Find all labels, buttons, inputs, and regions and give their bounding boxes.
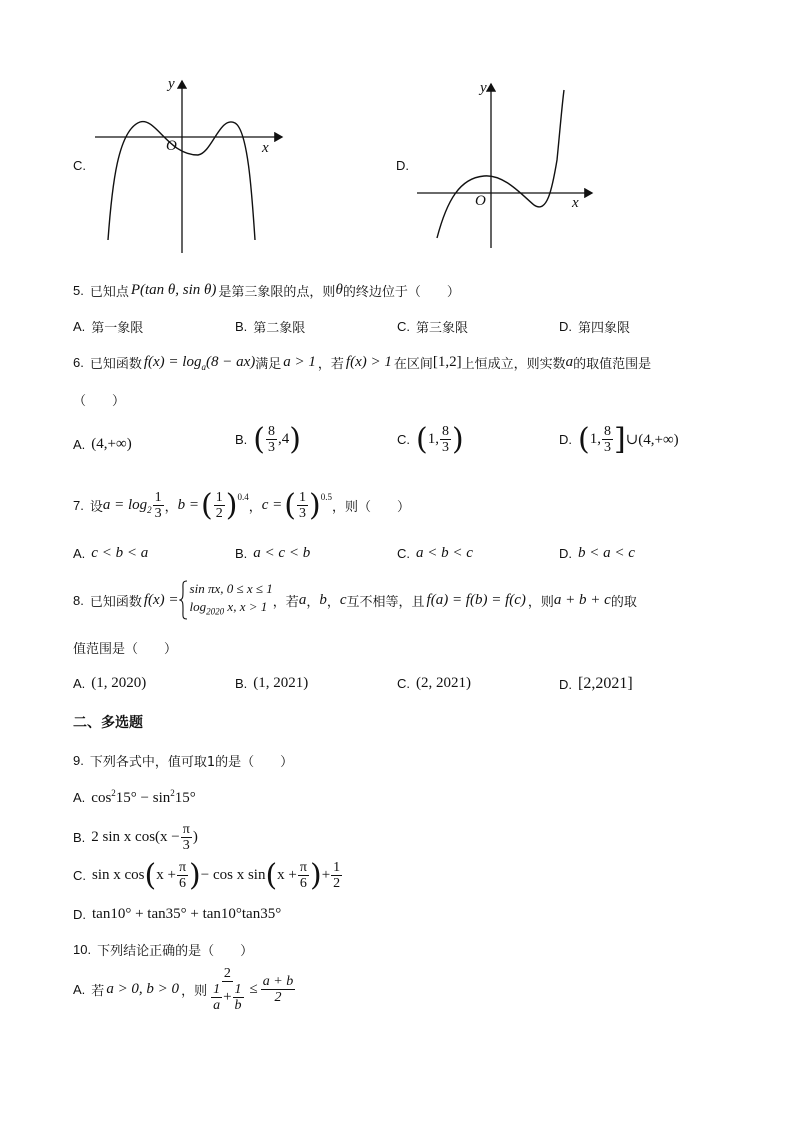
q7-option-d[interactable]: [559, 545, 635, 562]
q10-number: 10.: [73, 942, 92, 957]
paren-close: ]: [613, 421, 626, 457]
paren-close: ): [451, 421, 464, 457]
graph-c-x: x: [262, 140, 269, 156]
q8-b: b: [319, 591, 327, 608]
graph-d-x: x: [572, 195, 579, 211]
denominator: 2: [274, 990, 282, 1005]
q10-text: 下列结论正确的是（ ）: [97, 944, 254, 959]
option-text: [91, 788, 195, 807]
option-text: 第二象限: [253, 321, 306, 336]
denominator: b: [234, 998, 242, 1013]
q5-point: P(tan θ, sin θ): [130, 282, 217, 298]
graph-d-label: D.: [396, 158, 409, 173]
q7-text-1: 设: [89, 500, 103, 515]
fraction: [211, 982, 222, 1013]
q8-text-4: ，则: [527, 594, 554, 610]
paren-open: (: [265, 857, 278, 893]
q9-option-c[interactable]: [73, 857, 343, 893]
q5-text-2: 是第三象限的点，则: [218, 285, 336, 300]
paren-open: (: [253, 421, 266, 457]
option-text: (1, 2021): [253, 675, 309, 691]
q6-text-4: 在区间: [393, 357, 433, 372]
paren-open: (: [284, 487, 296, 523]
q6-option-d[interactable]: [559, 421, 679, 457]
option-label: C.: [397, 546, 410, 561]
q6-cond-1: a > 1: [283, 354, 316, 370]
option-label: A.: [73, 437, 86, 452]
le-sign: ≤: [249, 981, 258, 997]
fraction: [298, 860, 309, 891]
numerator: π: [299, 860, 307, 875]
q6-function-log: f(x) = log: [143, 353, 202, 370]
option-label: A.: [73, 546, 86, 561]
q6-option-b[interactable]: [235, 421, 301, 457]
q7-number: 7.: [73, 498, 84, 513]
q7-option-c[interactable]: [397, 545, 473, 562]
q9c-p1: sin x cos: [92, 867, 145, 883]
q7-sep-1: ，: [164, 500, 178, 515]
q7-a: [103, 497, 152, 515]
q7-b-exp: 0.4: [237, 492, 249, 502]
q6-option-a[interactable]: [73, 436, 132, 453]
plus: +: [223, 989, 232, 1005]
numerator: 1: [215, 490, 223, 505]
q8-text-5: 的取: [610, 594, 637, 610]
q10-option-a[interactable]: [73, 966, 296, 1013]
brace-icon: [179, 580, 188, 620]
option-rest: ∪(4,+∞): [625, 432, 679, 448]
option-label: D.: [73, 907, 86, 922]
q8-text-2: ，若: [272, 594, 299, 610]
q8-option-c[interactable]: [397, 675, 471, 692]
q8-case-1: sin πx, 0 ≤ x ≤ 1: [189, 581, 273, 596]
option-label: A.: [73, 982, 86, 997]
q10a-text-1: 若: [91, 984, 105, 999]
q5-theta: θ: [335, 282, 343, 298]
q7-option-b[interactable]: [235, 545, 310, 562]
q9c-p3: − cos x sin: [200, 867, 266, 883]
denominator: 3: [441, 440, 449, 455]
option-pre: 1,: [589, 431, 601, 447]
numerator: 1: [333, 860, 341, 875]
q9-option-a[interactable]: [73, 788, 196, 807]
option-text: (2, 2021): [416, 675, 471, 691]
denominator: 2: [333, 876, 341, 891]
q9c-p2: x +: [156, 867, 176, 883]
denominator: 3: [154, 506, 162, 521]
q7-c-eq: c =: [261, 497, 283, 513]
q8-case-2-log: log: [189, 599, 207, 614]
option-rest: ,4: [278, 431, 290, 447]
q6-text-1: 已知函数: [89, 357, 142, 372]
fraction: [266, 424, 277, 455]
option-label: A.: [73, 319, 86, 334]
q8-fx: f(x) =: [143, 591, 179, 608]
option-label: D.: [559, 319, 572, 334]
fraction: [177, 860, 188, 891]
q8-comma-1: ，: [306, 594, 320, 610]
option-text: tan10° + tan35° + tan10°tan35°: [92, 906, 282, 922]
q8-c: c: [339, 591, 347, 608]
numerator: 1: [234, 982, 242, 997]
paren-open: (: [416, 421, 428, 457]
fraction: [602, 424, 613, 455]
q5-option-d[interactable]: [559, 317, 630, 336]
option-text: (4,+∞): [91, 436, 132, 452]
option-text: 第一象限: [91, 321, 144, 336]
denominator: a: [213, 998, 221, 1013]
q8-option-b[interactable]: [235, 675, 308, 692]
graph-c-label: C.: [73, 158, 86, 173]
option-label: C.: [73, 868, 86, 883]
denominator: 2: [215, 506, 223, 521]
denominator: 3: [182, 838, 190, 853]
numerator: a + b: [262, 974, 294, 989]
option-label: B.: [73, 830, 86, 845]
q8-equation: f(a) = f(b) = f(c): [426, 591, 526, 608]
q6-number: 6.: [73, 355, 84, 370]
q7-option-a[interactable]: [73, 545, 148, 562]
section-title: 二、多选题: [73, 715, 143, 731]
paren-close: ): [309, 487, 321, 523]
q8-text-3: 互不相等，且: [346, 594, 425, 610]
paren-close: ): [189, 857, 201, 893]
option-text: 第三象限: [416, 321, 469, 336]
option-label: C.: [397, 432, 410, 447]
q7-a-base: 2: [147, 504, 152, 515]
paren-close: ): [289, 421, 301, 457]
q5-number: 5.: [73, 283, 84, 298]
option-label: D.: [559, 432, 572, 447]
q6-paren-line: [73, 390, 125, 409]
q6-stem: [73, 353, 651, 372]
q6-cond-2: f(x) > 1: [345, 354, 392, 370]
q8-a: a: [298, 591, 307, 608]
option-label: B.: [235, 546, 248, 561]
q6-interval: [1,2]: [432, 354, 462, 370]
numerator: 2: [223, 966, 231, 981]
q9b-p1: 2 sin x cos(x −: [91, 829, 180, 845]
option-text: a < c < b: [253, 545, 311, 561]
paren-open: (: [201, 487, 213, 523]
q7-text-2: ，则（ ）: [331, 500, 410, 515]
q7-sep-2: ，: [248, 500, 262, 515]
q10-stem: [73, 940, 253, 959]
q10a-cond: a > 0, b > 0: [106, 981, 180, 997]
q8-case-2-rest: x, x > 1: [224, 599, 268, 614]
paren-open: (: [578, 421, 590, 457]
graph-d: [412, 80, 602, 250]
q6-text-2: 满足: [255, 357, 282, 372]
graph-d-y: y: [480, 80, 487, 96]
graph-c-origin: O: [166, 138, 177, 154]
option-label: B.: [235, 319, 248, 334]
q7-a-frac: [153, 490, 164, 521]
numerator: 1: [154, 490, 162, 505]
q9c-p5: +: [321, 867, 331, 883]
numerator: 8: [603, 424, 611, 439]
q8-option-a[interactable]: [73, 675, 146, 692]
curve-d: [437, 90, 564, 238]
q7-stem: [73, 487, 410, 523]
option-label: B.: [235, 676, 248, 691]
paren-close: ): [225, 487, 238, 523]
q8-sum: a + b + c: [553, 591, 611, 608]
option-label: D.: [559, 546, 572, 561]
numerator: π: [182, 822, 190, 837]
option-label: A.: [73, 676, 86, 691]
q8-option-d[interactable]: [559, 675, 633, 693]
q9-text: 下列各式中，值可取1的是（ ）: [89, 755, 294, 770]
numerator: π: [178, 860, 187, 875]
q6-text-6: 的取值范围是: [573, 357, 652, 372]
q8-stem-cont: [73, 638, 177, 657]
q9-number: 9.: [73, 753, 84, 768]
option-pre: 1,: [427, 431, 439, 447]
q6-text-3: ，若: [317, 357, 344, 372]
q9b-p2: ): [192, 829, 198, 845]
q9a-end: 15°: [174, 790, 196, 806]
denominator: [208, 982, 246, 1013]
q6-option-c[interactable]: [397, 421, 464, 457]
denominator: 3: [299, 506, 306, 521]
q9a-mid: 15° − sin: [115, 790, 171, 806]
q5-text-1: 已知点: [89, 285, 129, 300]
q9-stem: [73, 751, 293, 770]
denominator: 6: [299, 876, 307, 891]
denominator: 3: [603, 440, 611, 455]
q8-cases: [190, 580, 273, 621]
q9-option-d[interactable]: [73, 906, 281, 923]
q8-comma-2: ，: [326, 594, 340, 610]
q5-option-c[interactable]: [397, 317, 468, 336]
q5-text-3: 的终边位于（ ）: [342, 285, 460, 300]
q6-text-5: 上恒成立，则实数: [461, 357, 566, 372]
fraction: [331, 860, 342, 891]
q6-function-arg: (8 − ax): [205, 353, 256, 370]
q7-c-exp: 0.5: [320, 492, 332, 502]
q8-case-2-base: 2020: [206, 606, 225, 617]
q7-b-frac: [214, 490, 225, 521]
option-label: A.: [73, 790, 86, 805]
q8-text-1: 已知函数: [89, 594, 142, 610]
q7-a-eq: a = log: [102, 496, 148, 513]
option-text: b < a < c: [578, 545, 635, 561]
q10a-text-2: ，则: [181, 984, 208, 999]
option-label: D.: [559, 676, 572, 692]
q8-piecewise: [179, 580, 273, 621]
q6-a: a: [565, 354, 574, 370]
q5-stem: [73, 281, 460, 300]
q7-c-frac: [297, 490, 308, 521]
harmonic-fraction: [208, 966, 246, 1013]
option-label: C.: [397, 319, 410, 334]
numerator: 8: [268, 424, 276, 439]
option-text: (1, 2020): [91, 675, 147, 691]
q6-function: [144, 354, 255, 372]
q8-number: 8.: [73, 592, 84, 608]
fraction: [261, 974, 295, 1005]
paren-open: (: [144, 857, 157, 893]
q5-option-a[interactable]: [73, 317, 143, 336]
option-text: a < b < c: [416, 545, 473, 561]
q9a-cos: cos: [91, 790, 112, 806]
numerator: 1: [299, 490, 306, 505]
option-label: B.: [235, 432, 248, 447]
q9c-p4: x +: [277, 867, 297, 883]
fraction: [181, 822, 192, 853]
fraction: [233, 982, 244, 1013]
graph-c: [90, 75, 295, 260]
numerator: 8: [441, 424, 449, 439]
q8-stem: [73, 580, 637, 621]
graph-d-origin: O: [475, 193, 486, 209]
denominator: 3: [268, 440, 276, 455]
q8-case-2: [190, 598, 273, 621]
option-text: c < b < a: [91, 545, 149, 561]
q9a-exp-2: 2: [170, 788, 175, 798]
q5-option-b[interactable]: [235, 317, 305, 336]
q6-paren: （ ）: [73, 394, 126, 409]
q9a-exp-1: 2: [111, 788, 116, 798]
fraction: [440, 424, 451, 455]
paren-close: ): [309, 857, 322, 893]
q8-text-6: 值范围是（ ）: [73, 642, 178, 657]
denominator: 6: [178, 876, 186, 891]
q9-option-b[interactable]: [73, 822, 198, 853]
graph-c-y: y: [168, 76, 175, 92]
option-text: [2,2021]: [578, 675, 633, 692]
q7-b-eq: b =: [177, 497, 200, 513]
option-label: C.: [397, 676, 410, 691]
numerator: 1: [213, 982, 221, 997]
q6-log-base: a: [201, 361, 206, 372]
option-text: 第四象限: [578, 321, 631, 336]
